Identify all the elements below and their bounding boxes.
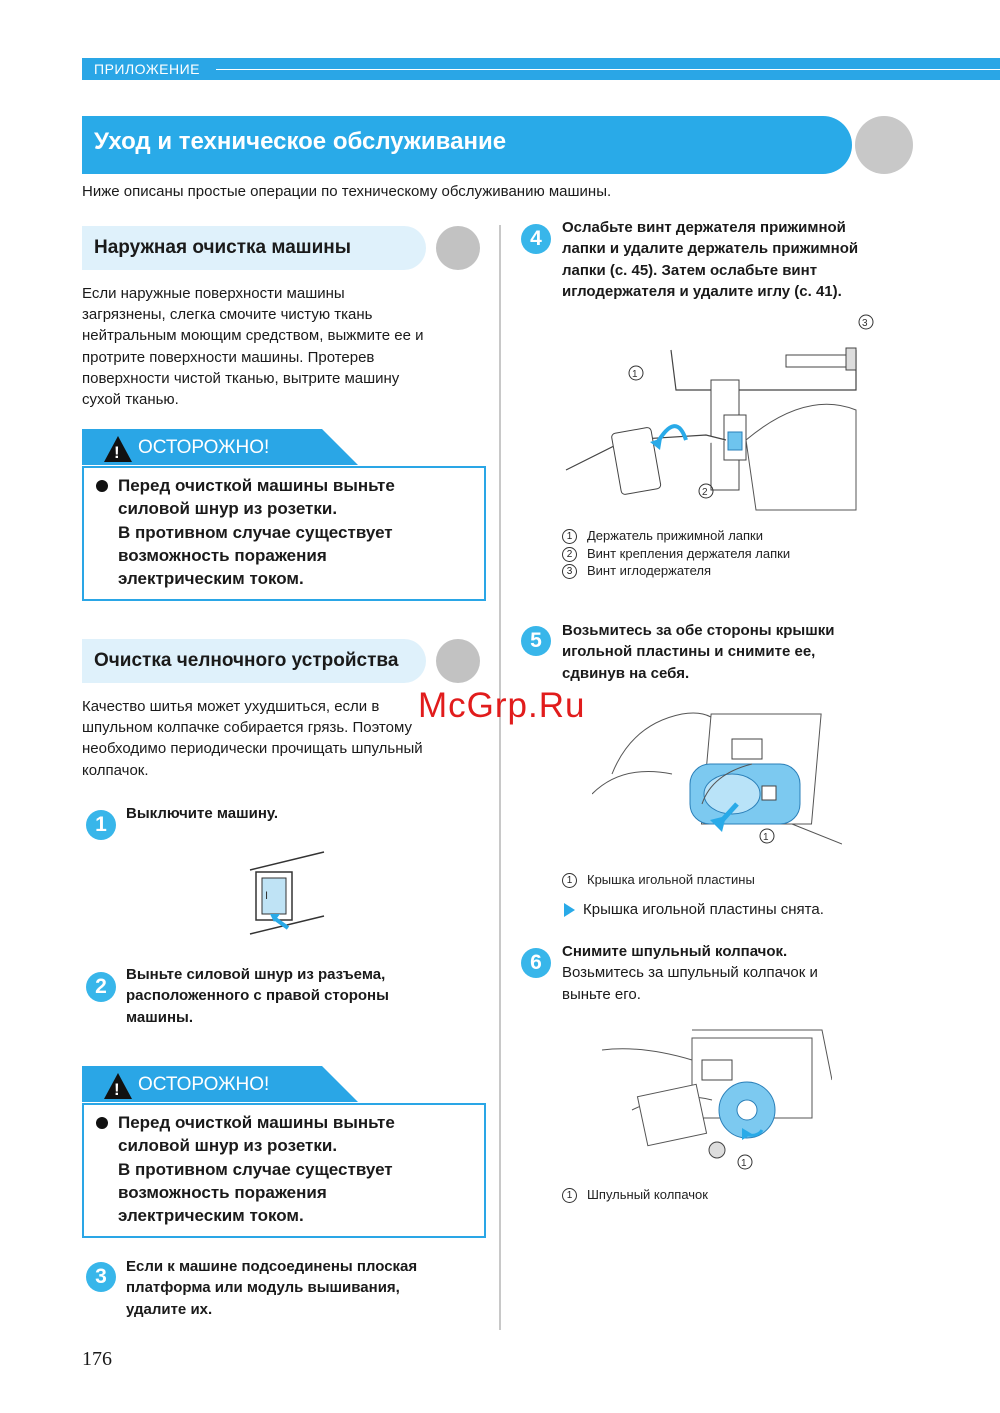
step-number: 5 <box>521 626 551 656</box>
text-line: выньте его. <box>562 985 641 1003</box>
legend-item <box>562 545 790 563</box>
legend-item <box>562 527 790 545</box>
step-4-legend <box>562 527 790 580</box>
text-line: Перед очисткой машины выньте <box>118 476 395 495</box>
text-line: удалите их. <box>126 1300 213 1318</box>
step-number: 3 <box>86 1262 116 1292</box>
column-divider <box>499 225 501 1330</box>
svg-text:1: 1 <box>741 1158 747 1169</box>
step-number: 6 <box>521 948 551 978</box>
title-decor-circle <box>855 116 913 174</box>
text-line: Снимите шпульный колпачок. <box>562 943 788 960</box>
page-title: Уход и техническое обслуживание <box>94 128 507 155</box>
text-line: шпульном колпачке собирается грязь. Поэтому <box>82 719 412 737</box>
switch-label: I <box>265 890 269 902</box>
step-5-result: Крышка игольной пластины снята. <box>583 901 824 918</box>
intro-text: Ниже описаны простые операции по техническому обслуживанию машины. <box>82 183 612 200</box>
legend-text: Крышка игольной пластины <box>587 872 755 887</box>
legend-text: Шпульный колпачок <box>587 1187 708 1202</box>
text-line: поверхности чистой тканью, вытрите машину <box>82 369 400 387</box>
caution-text <box>118 474 395 590</box>
step-6-legend <box>562 1186 708 1204</box>
text-line: машины. <box>126 1008 194 1026</box>
text-line: лапки (с. 45). Затем ослабьте винт <box>562 261 818 279</box>
subheading-decor-circle <box>436 226 480 270</box>
text-line: сухой тканью. <box>82 391 179 409</box>
text-line: возможность поражения <box>118 545 327 565</box>
legend-number: 3 <box>562 564 577 579</box>
power-switch-illustration <box>248 850 328 936</box>
shuttle-cleaning-heading: Очистка челночного устройства <box>94 650 399 671</box>
svg-text:1: 1 <box>632 369 638 380</box>
text-line: Возьмитесь за обе стороны крышки <box>562 622 835 639</box>
text-line: колпачок. <box>82 761 149 779</box>
watermark: McGrp.Ru <box>418 686 586 725</box>
svg-text:2: 2 <box>702 487 708 498</box>
text-line: электрическим током. <box>118 1206 304 1226</box>
text-line: лапки и удалите держатель прижимной <box>562 240 859 258</box>
step-1-text <box>126 803 278 824</box>
legend-text: Винт иглодержателя <box>587 563 711 578</box>
text-line: Перед очисткой машины выньте <box>118 1113 395 1132</box>
step-number: 1 <box>86 810 116 840</box>
outer-cleaning-heading: Наружная очистка машины <box>94 237 351 258</box>
step-number: 4 <box>521 224 551 254</box>
step-6-text <box>562 941 818 1005</box>
text-line: Если наружные поверхности машины <box>82 285 345 302</box>
outer-cleaning-text <box>82 283 492 410</box>
needle-plate-cover-illustration <box>592 704 842 850</box>
legend-item <box>562 562 790 580</box>
text-line: Ослабьте винт держателя прижимной <box>562 219 846 236</box>
step-number: 2 <box>86 972 116 1002</box>
text-line: электрическим током. <box>118 569 304 589</box>
text-line: В противном случае существует <box>118 1159 393 1179</box>
page-number: 176 <box>82 1348 112 1370</box>
subheading-decor-circle <box>436 639 480 683</box>
section-rule <box>216 69 1000 70</box>
legend-number: 1 <box>562 1188 577 1203</box>
text-line: нейтральным моющим средством, выжмите ее и <box>82 327 424 345</box>
text-line: протрите поверхности машины. Протерев <box>82 348 375 366</box>
step-5-text <box>562 620 834 684</box>
bobbin-case-illustration <box>602 1020 832 1178</box>
step-4-text <box>562 217 858 302</box>
text-line: возможность поражения <box>118 1182 327 1202</box>
text-line: силовой шнур из розетки. <box>118 1136 338 1156</box>
legend-text: Винт крепления держателя лапки <box>587 545 791 561</box>
step-3-text <box>126 1256 417 1320</box>
text-line: Возьмитесь за шпульный колпачок и <box>562 964 818 982</box>
legend-number: 1 <box>562 873 577 888</box>
legend-item <box>562 1186 708 1204</box>
section-label: ПРИЛОЖЕНИЕ <box>94 61 201 77</box>
text-line: силовой шнур из розетки. <box>118 499 338 519</box>
text-line: игольной пластины и снимите ее, <box>562 643 816 661</box>
text-line: расположенного с правой стороны <box>126 987 389 1005</box>
step-5-legend <box>562 871 755 889</box>
bullet-icon <box>96 1117 108 1129</box>
text-line: Выключите машину. <box>126 805 279 822</box>
caution-title: ОСТОРОЖНО! <box>138 1074 270 1095</box>
legend-text: Держатель прижимной лапки <box>587 528 763 543</box>
text-line: загрязнены, слегка смочите чистую ткань <box>82 306 373 324</box>
legend-number: 1 <box>562 529 577 544</box>
presser-foot-holder-illustration <box>556 310 886 520</box>
svg-text:1: 1 <box>763 832 769 843</box>
warning-icon-mark: ! <box>114 443 120 462</box>
text-line: иглодержателя и удалите иглу (с. 41). <box>562 282 842 300</box>
text-line: платформа или модуль вышивания, <box>126 1279 400 1297</box>
text-line: Если к машине подсоединены плоская <box>126 1258 418 1275</box>
caution-text <box>118 1111 395 1227</box>
text-line: необходимо периодически прочищать шпульный <box>82 740 423 758</box>
caution-title: ОСТОРОЖНО! <box>138 437 270 458</box>
text-line: сдвинув на себя. <box>562 664 690 682</box>
text-line: Выньте силовой шнур из разъема, <box>126 966 386 983</box>
svg-text:3: 3 <box>862 318 868 329</box>
text-line: Качество шитья может ухудшиться, если в <box>82 698 380 715</box>
step-2-text <box>126 964 389 1028</box>
bullet-icon <box>96 480 108 492</box>
warning-icon-mark: ! <box>114 1080 120 1099</box>
legend-item <box>562 871 755 889</box>
text-line: В противном случае существует <box>118 522 393 542</box>
result-arrow-icon <box>564 903 575 917</box>
legend-number: 2 <box>562 547 577 562</box>
